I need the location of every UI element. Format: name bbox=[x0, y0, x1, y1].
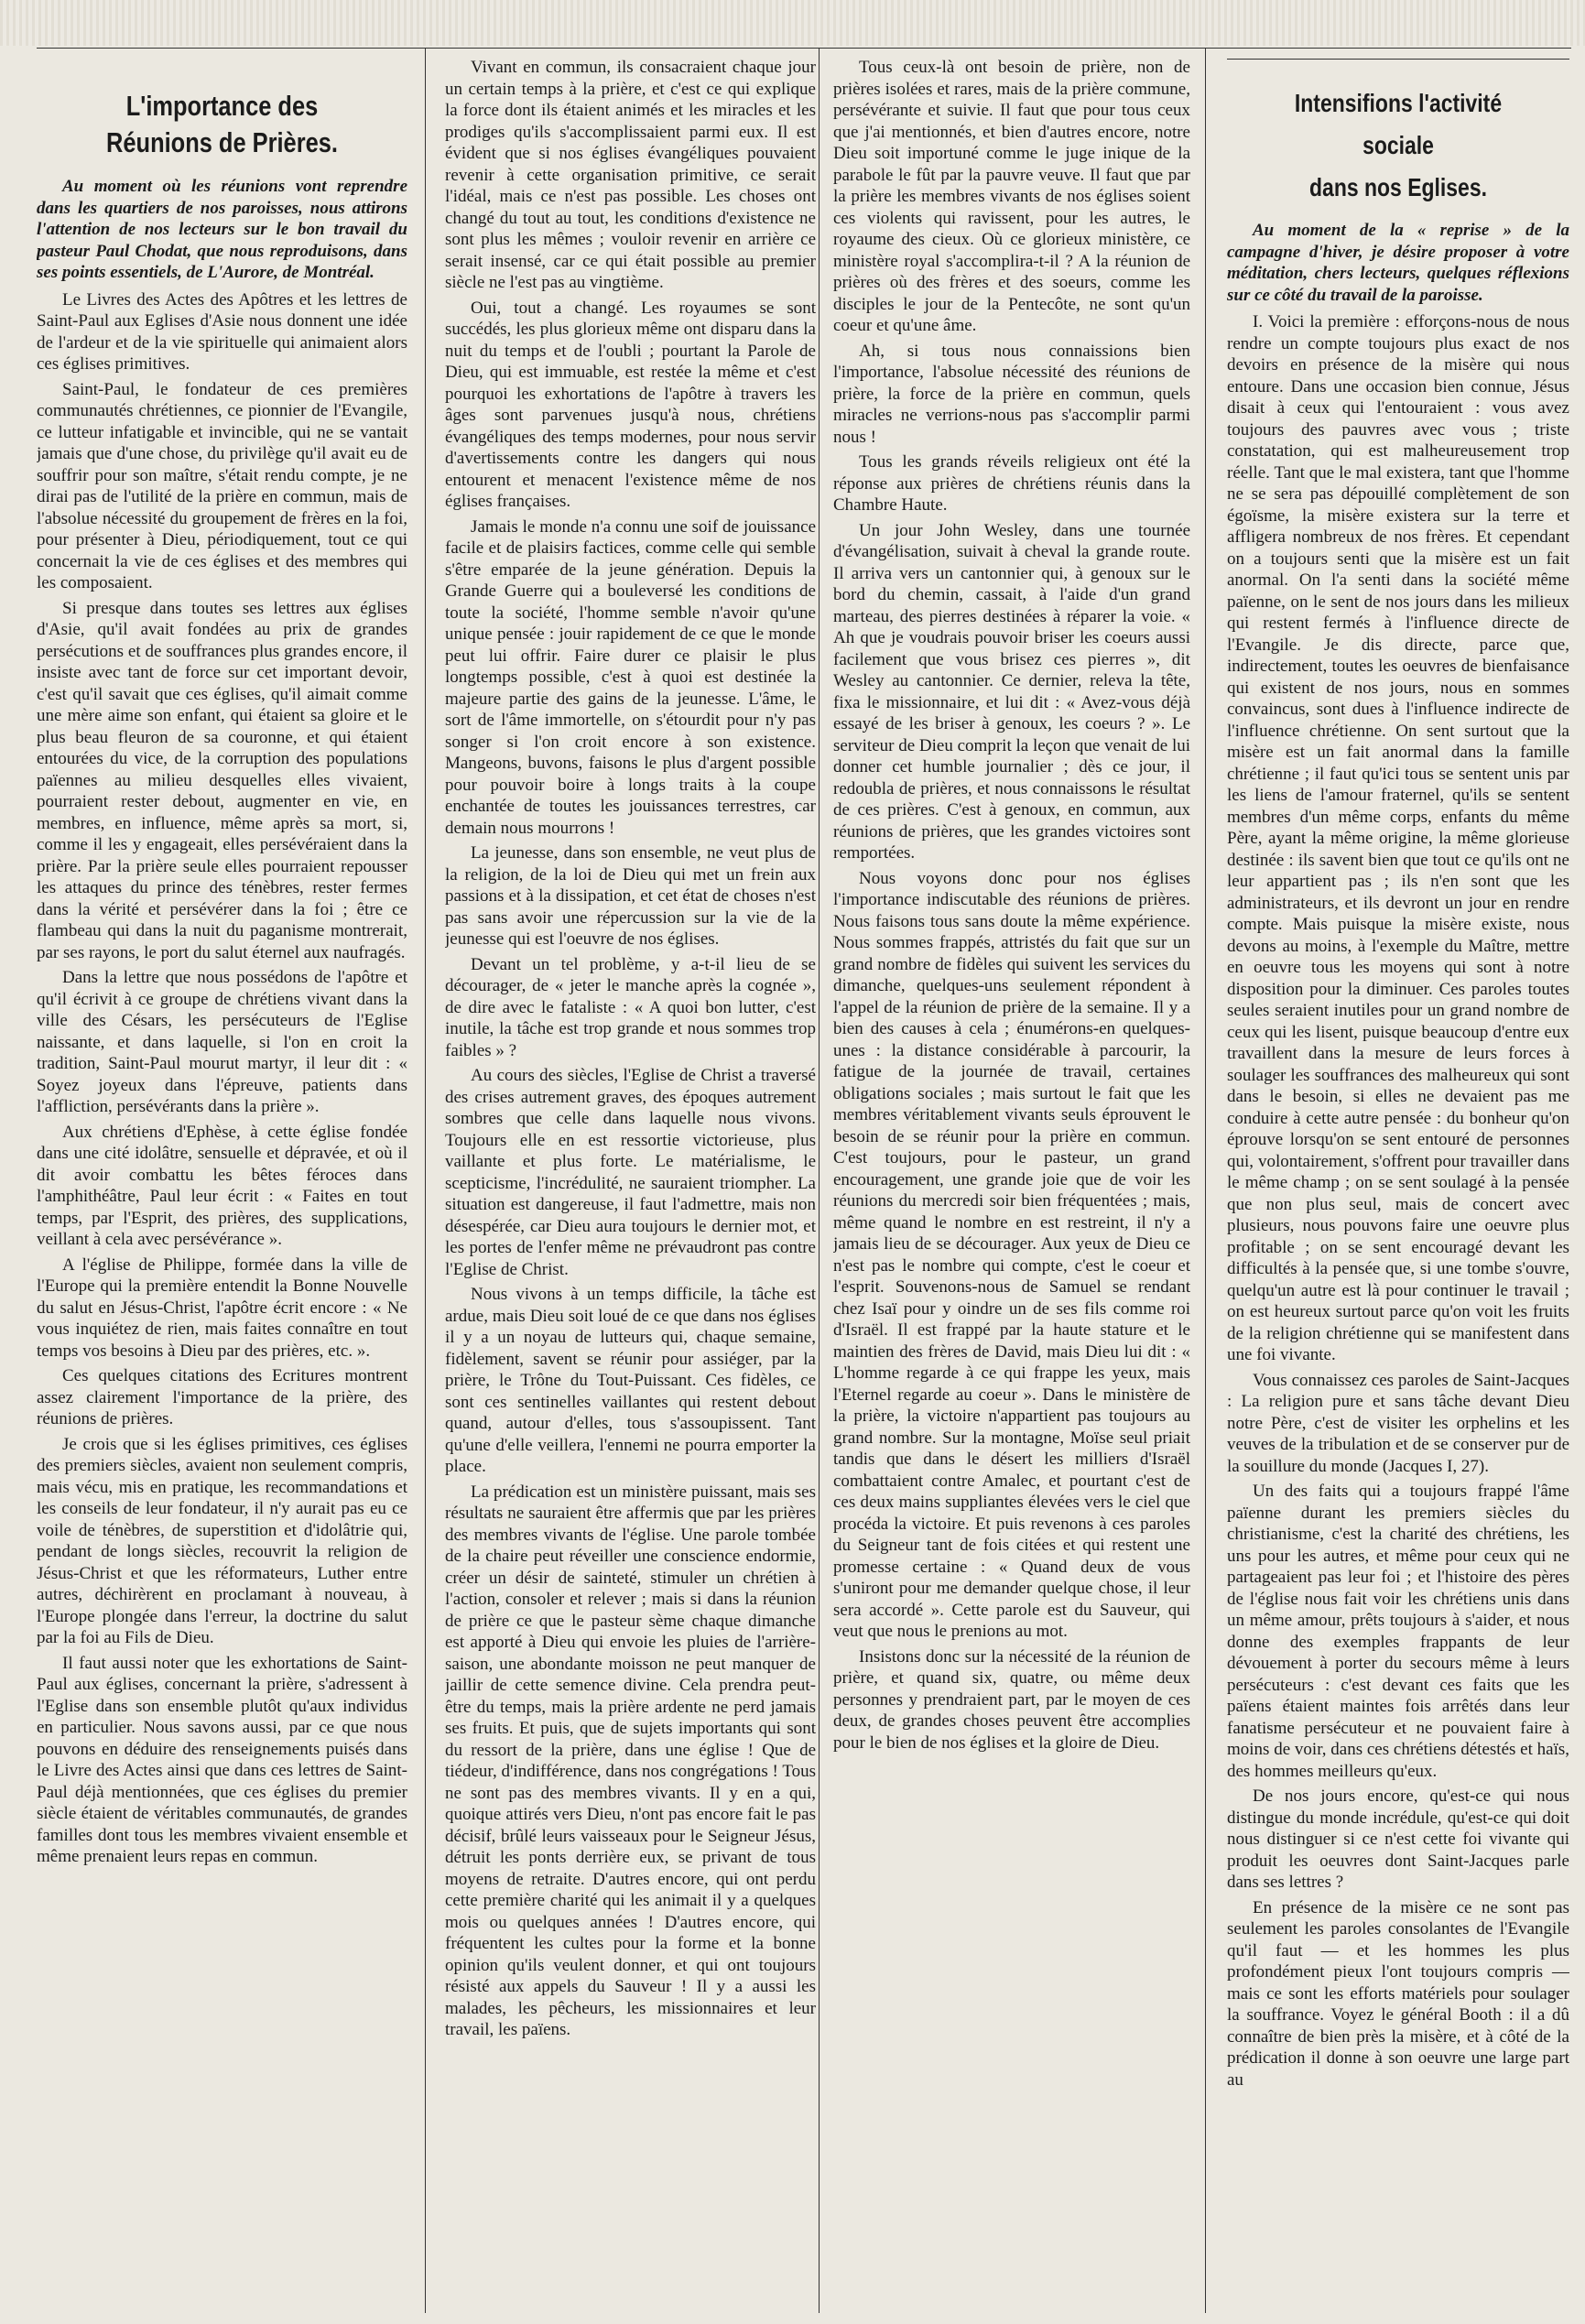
article1-lead: Au moment où les réunions vont reprendre dans les quartiers de nos paroisses, nous attirons l'attention de nos lecteurs sur le bon travail du pasteur Paul Chodat, que nous reproduisons, dans ses points essentiels, de L'Aurore, de Montréal. bbox=[37, 177, 407, 282]
paragraph: De nos jours encore, qu'est-ce qui nous distingue du monde incrédule, qu'est-ce qui doit nous distinguer si ce n'est cette foi vivante qui produit les oeuvres dont Saint-Jacques parle dans ses lettres ? bbox=[1227, 1786, 1569, 1892]
article1-headline: L'importance des Réunions de Prières. bbox=[106, 90, 338, 158]
page-top-margin bbox=[0, 0, 1585, 46]
paragraph: Il faut aussi noter que les exhortations de Saint-Paul aux églises, concernant la prière, s'adressent à l'Eglise dans son ensemble plutôt qu'aux individus en particulier. Nous savons aussi, par ce que nous pouvons en déduire des renseignements puisés dans le Livre des Actes ainsi que dans ces lettres de Saint-Paul déjà mentionnées, que ces églises du premier siècle étaient de véritables communautés, de grandes familles dont tous les membres vivaient ensemble et même prenaient leurs repas en commun. bbox=[37, 1653, 407, 1866]
paragraph: En présence de la misère ce ne sont pas seulement les paroles consolantes de l'Evangile qu'il faut — et les hommes les plus profondément pieux l'ont toujours compris — mais ce sont les efforts matériels pour soulager la souffrance. Voyez le général Booth : il a dû connaître de bien près la misère, et à côté de la prédication il donne à son oeuvre une large part au bbox=[1227, 1897, 1569, 2090]
paragraph: Au cours des siècles, l'Eglise de Christ a traversé des crises autrement graves, des époques autrement sombres que celle dans laquelle nous vivons. Toujours elle en est ressortie victorieuse, plus vaillante et plus forte. Le matérialisme, le scepticisme, l'incrédulité, ne sauraient triompher. La situation est dangereuse, il faut l'admettre, mais non désespérée, car Dieu aura toujours le dernier mot, et les portes de l'enfer même ne prévaudront pas contre l'Eglise de Christ. bbox=[445, 1066, 816, 1279]
paragraph: Aux chrétiens d'Ephèse, à cette église fondée dans une cité idolâtre, sensuelle et dépravée, et où il dit avoir combattu les bêtes féroces dans l'amphithéâtre, Paul leur écrit : « Faites en tout temps, par l'Esprit, des prières, des supplications, veillant à cela avec persévérance ». bbox=[37, 1122, 407, 1249]
paragraph: Saint-Paul, le fondateur de ces premières communautés chrétiennes, ce pionnier de l'Evangile, ce lutteur infatigable et invincible, qui ne se vantait jamais que d'une chose, du privilège qu'il avait eu de souffrir pour son maître, s'était rendu compte, je ne dirai pas de l'utilité de la prière en commun, mais de l'absolue nécessité du groupement de frères en la foi, pour présenter à Dieu, périodiquement, tout ce qui concernait la vie de ces églises et des membres qui les composaient. bbox=[37, 379, 407, 592]
paragraph: Si presque dans toutes ses lettres aux églises d'Asie, qu'il avait fondées au prix de grandes persécutions et de souffrances plus grandes encore, il insiste avec tant de force sur cet important devoir, c'est qu'il savait que ces églises, qu'il aimait comme une mère aime son enfant, qui étaient sa gloire et le plus beau fleuron de sa couronne, et qui étaient entourées du vice, de la corruption des populations païennes au milieu desquelles elles vivaient, pourraient rester debout, augmenter en vie, en membres, en influence, même après sa mort, si, comme il les y engageait, elles persévéraient dans la prière. Par la prière seule elles pourraient repousser les attaques du prince des ténèbres, rester fermes dans la vérité et persévérer dans la foi ; être ce flambeau qui dans la nuit du paganisme montrerait, par ses rayons, le port du salut éternel aux naufragés. bbox=[37, 598, 407, 962]
paragraph: Nous voyons donc pour nos églises l'importance indiscutable des réunions de prières. Nous faisons tous sans doute la même expérience. Nous sommes frappés, attristés du fait que sur un grand nombre de fidèles qui suivent les services du dimanche, quelques-uns seulement répondent à l'appel de la réunion de prière de la semaine. Il y a bien des causes à cela ; énumérons-en quelques-unes : la distance considérable à parcourir, la fatigue de la journée de travail, certaines obligations sociales ; mais surtout le fait que les membres véritablement vivants seuls éprouvent le besoin de se réunir pour la prière en commun. C'est toujours, pour le pasteur, un grand encouragement, une grande joie que de voir les réunions du mercredi soir bien fréquentées ; mais, même quand le nombre en est restreint, il n'y a jamais lieu de se décourager. Aux yeux de Dieu ce n'est pas le nombre qui compte, c'est le coeur et l'esprit. Souvenons-nous de Samuel se rendant chez Isaï pour y oindre un de ses fils comme roi d'Israël. Il est frappé par la haute stature et le maintien des frères de David, mais Dieu lui dit : « L'homme regarde à ce qui frappe les yeux, mais l'Eternel regarde au coeur ». Dans le ministère de la prière, la victoire n'appartient pas toujours au grand nombre. Sur la montagne, Moïse seul priait tandis que dans le désert les milliers d'Israël combattaient contre Amalec, et pourtant c'est de ces deux mains suppliantes élevées vers le ciel que procéda la victoire. Et puis revenons à ces paroles du Seigneur tant de fois citées et qui restent une promesse certaine : « Quand deux de vous s'uniront pour me demander quelque chose, il leur sera accordé ». Cette parole est du Sauveur, qui veut que nous le prenions au mot. bbox=[833, 868, 1190, 1641]
top-rule bbox=[37, 48, 1571, 49]
column-2 bbox=[445, 57, 816, 2311]
paragraph: Tous les grands réveils religieux ont été la réponse aux prières de chrétiens réunis dans la Chambre Haute. bbox=[833, 452, 1190, 515]
column-rule bbox=[425, 48, 426, 2313]
paragraph: Oui, tout a changé. Les royaumes se sont succédés, les plus glorieux même ont disparu dans la nuit du temps et de l'oubli ; pourtant la Parole de Dieu, qui est immuable, est restée la même et c'est pourquoi les exhortations de l'apôtre à travers les âges sont parvenues jusqu'à nous, chrétiens évangéliques des temps modernes, pour nous servir d'avertissements contre les dangers qui nous entourent et menacent l'existence même de nos églises françaises. bbox=[445, 298, 816, 511]
article2-headline-line-1: Intensifions l'activité sociale bbox=[1294, 89, 1503, 159]
paragraph: I. Voici la première : efforçons-nous de nous rendre un compte toujours plus exact de nos devoirs en présence de la misère qui nous entoure. Dans une occasion bien connue, Jésus disait à ceux qui l'entouraient : vous avez toujours des pauvres avec vous ; triste constatation, qui est malheureusement trop réelle. Tant que le mal existera, tant que l'homme ne se sera pas dépouillé complètement de son égoïsme, la misère existera sur la terre et affligera nombreux de nos frères. Et cependant on a toujours senti que la misère est un fait anormal. On l'a senti dans la société même païenne, on le sent de nos jours dans les milieux qui restent fermés à l'influence directe de l'Evangile. Je dis directe, parce que, indirectement, toutes les oeuvres de bienfaisance qui existent de nos jours, nous en sommes convaincus, sont dues à l'influence indirecte de l'influence chrétienne. On sent surtout que la misère est un fait anormal dans la famille chrétienne ; il faut qu'ici tous se sentent unis par les liens de l'amour fraternel, qu'ils se sentent membres d'un même corps, enfants du même Père, ayant la même origine, la même glorieuse destinée : ils savent bien que tout ce qu'ils ont ne leur appartient pas ; ils n'en sont que les administrateurs, et ils devront un jour en rendre compte. Mais puisque la misère existe, nous devons au moins, à l'exemple du Maître, mettre en oeuvre tous les moyens qui sont à notre disposition pour la diminuer. Ces paroles toutes seules seraient inutiles pour un grand nombre de ceux qui les lisent, puisque beaucoup d'entre eux travaillent dans la mesure de leurs forces à soulager les souffrances des malheureux qui sont dans le besoin, si elles ne devaient pas me conduire à cette autre pensée : du bonheur qu'on éprouve lorsqu'on se sent entouré de personnes qui, volontairement, s'offrent pour travailler dans le même champ ; on se sent soulagé à la pensée que non plus seul, mais de concert avec plusieurs, nous pouvons faire une oeuvre plus profitable ; on se sent encouragé devant les difficultés à la pensée que, si une tombe s'ouvre, quelqu'un autre est là pour continuer le travail ; on est heureux surtout parce qu'on voit les fruits de la religion chrétienne qui se manifestent dans une foi vivante. bbox=[1227, 312, 1569, 1364]
paragraph: Le Livres des Actes des Apôtres et les lettres de Saint-Paul aux Eglises d'Asie nous donnent une idée de l'ardeur et de la vie spirituelle qui animaient alors ces églises primitives. bbox=[37, 289, 407, 374]
paragraph: La jeunesse, dans son ensemble, ne veut plus de la religion, de la loi de Dieu qui met un frein aux passions et à la dissipation, et cet état de choses n'est pas sans avoir une répercussion sur la vie de la jeunesse qui est l'oeuvre de nos églises. bbox=[445, 843, 816, 949]
column-rule bbox=[819, 48, 820, 2313]
column-4 bbox=[1227, 57, 1569, 2311]
column-rule bbox=[1205, 48, 1206, 2313]
article2-headline bbox=[1258, 82, 1539, 209]
paragraph: Dans la lettre que nous possédons de l'apôtre et qu'il écrivit à ce groupe de chrétiens vivant dans la ville des Césars, les persécuteurs de l'Eglise naissante, et dans laquelle, si l'on en croit la tradition, Saint-Paul mourut martyr, il leur dit : « Soyez joyeux dans l'épreuve, patients dans l'affliction, persévérants dans la prière ». bbox=[37, 968, 407, 1116]
paragraph: Nous vivons à un temps difficile, la tâche est ardue, mais Dieu soit loué de ce que dans nos églises il y a un noyau de lutteurs qui, chaque semaine, fidèlement, savent se réunir pour assiéger, par la prière, le Trône du Tout-Puissant. Ces fidèles, ce sont ces sentinelles vaillantes qui restent debout quand, autour d'elles, tous s'assoupissent. Tant qu'une d'elle veillera, l'ennemi ne pourra emporter la place. bbox=[445, 1285, 816, 1476]
column-1 bbox=[37, 57, 407, 2311]
paragraph: Vivant en commun, ils consacraient chaque jour un certain temps à la prière, et c'est ce qui explique la force dont ils étaient animés et les miracles et les prodiges qu'ils s'accomplissaient parmi eux. Il est évident que si nos églises évangéliques pouvaient revenir à cette organisation primitive, ce serait l'idéal, mais ce n'est pas possible. Les choses ont changé du tout au tout, les conditions d'existence ne sont plus les mêmes ; vouloir revenir en arrière ce serait insensé, car ce qui était possible au premier siècle ne l'est pas au vingtième. bbox=[445, 58, 816, 292]
paragraph: Insistons donc sur la nécessité de la réunion de prière, et quand six, quatre, ou même deux personnes y prendraient part, par le moyen de ces deux, de grandes choses peuvent être accomplies pour le bien de nos églises et la gloire de Dieu. bbox=[833, 1646, 1190, 1753]
article2-lead: Au moment de la « reprise » de la campagne d'hiver, je désire proposer à votre méditation, chers lecteurs, quelques réflexions sur ce côté du travail de la paroisse. bbox=[1227, 221, 1569, 305]
paragraph: Tous ceux-là ont besoin de prière, non de prières isolées et rares, mais de la prière commune, persévérante et suivie. Il faut que pour tous ceux que j'ai mentionnés, et bien d'autres encore, notre Dieu soit importuné comme le juge inique de la parabole le fût par la pauvre veuve. Il faut que par la prière les membres vivants de nos églises soient ces violents qui ravissent, pour les autres, le royaume des cieux. Où ce glorieux ministère, ce ministère royal s'accomplira-t-il ? A la réunion de prières où des frères et des soeurs, comme les disciples le jour de la Pentecôte, ne sont qu'un coeur et qu'une âme. bbox=[833, 58, 1190, 335]
paragraph: Jamais le monde n'a connu une soif de jouissance facile et de plaisirs factices, comme celle qui semble s'être emparée de la jeune génération. Depuis la Grande Guerre qui a bouleversé les conditions de toute la société, l'homme semble n'avoir qu'une unique pensée : jouir rapidement de ce que le monde peut lui offrir. Faire durer ce plaisir le plus longtemps possible, c'est à quoi est destinée la majeure partie des gains de la jeunesse. L'âme, le sort de l'âme immortelle, on s'étourdit pour n'y pas songer si l'on croit encore à son existence. Mangeons, buvons, faisons le plus d'argent possible pour pouvoir boire à longs traits à la coupe enchantée de toutes les jouissances terrestres, car demain nous mourrons ! bbox=[445, 516, 816, 838]
paragraph: Devant un tel problème, y a-t-il lieu de se décourager, de « jeter le manche après la cognée », de dire avec le fataliste : « A quoi bon lutter, c'est inutile, la tâche est trop grande et nous sommes trop faibles » ? bbox=[445, 954, 816, 1060]
paragraph: Ah, si tous nous connaissions bien l'importance, l'absolue nécessité des réunions de prière, la force de la prière en commun, quels miracles ne verrions-nous pas s'accomplir parmi nous ! bbox=[833, 341, 1190, 447]
column-3 bbox=[833, 57, 1190, 2311]
paragraph: Je crois que si les églises primitives, ces églises des premiers siècles, avaient non seulement compris, mais vécu, mis en pratique, les recommandations et les conseils de leur fondateur, il n'y aurait pas eu ce voile de ténèbres, de superstition et d'idolâtrie qui, pendant de longs siècles, recouvrit la religion de Jésus-Christ et que les réformateurs, Luther entre autres, déchirèrent en proclamant à nouveau, à l'Europe plongée dans l'erreur, la doctrine du salut par la foi au Fils de Dieu. bbox=[37, 1434, 407, 1647]
paragraph: Un des faits qui a toujours frappé l'âme païenne durant les premiers siècles du christianisme, c'est la charité des chrétiens, les uns pour les autres, et même pour ceux qui ne partageaient pas leur foi ; et l'histoire des pères de l'église nous fait voir les chrétiens unis dans un même amour, prêts toujours à s'aider, et nous donne des exemples frappants de leur dévouement à porter du secours même à leurs persécuteurs : c'est devant ces faits que les païens étaient maintes fois arrêtés dans leur fanatisme persécuteur et ne pouvaient faire à moins de voir, dans ces chrétiens détestés et haïs, des hommes meilleurs qu'eux. bbox=[1227, 1482, 1569, 1781]
article2-headline-line-2: dans nos Eglises. bbox=[1309, 173, 1487, 201]
paragraph: Ces quelques citations des Ecritures montrent assez clairement l'importance de la prière, des réunions de prières. bbox=[37, 1366, 407, 1428]
paragraph: Un jour John Wesley, dans une tournée d'évangélisation, suivait à cheval la grande route. Il arriva vers un cantonnier qui, à genoux sur le bord du chemin, cassait, à l'aide d'un grand marteau, des pierres destinées à réparer la voie. « Ah que je voudrais pouvoir briser les coeurs aussi facilement que vous brisez ces pierres », dit Wesley au cantonnier. Ce dernier, releva la tête, fixa le missionnaire, et lui dit : « Avez-vous déjà essayé de les briser à genoux, les coeurs ? ». Le serviteur de Dieu comprit la leçon que venait de lui donner cet humble journalier ; dès ce jour, il redoubla de prières, et nous connaissons le résultat de ces prières. C'est à genoux, en commun, aux réunions de prières, que les grandes victoires sont remportées. bbox=[833, 520, 1190, 863]
paragraph: A l'église de Philippe, formée dans la ville de l'Europe qui la première entendit la Bonne Nouvelle du salut en Jésus-Christ, l'apôtre écrit encore : « Ne vous inquiétez de rien, mais faites connaître en tout temps vos besoins à Dieu par des prières, etc. ». bbox=[37, 1254, 407, 1361]
paragraph: La prédication est un ministère puissant, mais ses résultats ne sauraient être affermis que par les prières des membres vivants de l'église. Une parole tombée de la chaire peut réveiller une conscience endormie, créer un désir de sainteté, stimuler un chrétien à l'action, consoler et relever ; mais si dans la réunion de prière ce que le pasteur sème chaque dimanche est apporté à Dieu qui envoie les pluies de l'arrière-saison, une abondante moisson ne peut manquer de jaillir de cette semence divine. Cela prendra peut-être du temps, mais la prière ardente ne perd jamais ses fruits. Et puis, que de sujets importants qui sont du ressort de la prière, dans une église ! Que de tiédeur, d'indifférence, dans nos congrégations ! Tous ne sont pas des membres vivants. Il y en a qui, quoique attirés vers Dieu, n'ont pas encore fait le pas décisif, brûlé leurs vaisseaux pour le Seigneur Jésus, détruit les ponts derrière eux, se privant de tous moyens de retraite. D'autres encore, qui ont perdu cette première charité qui les animait il y a quelques mois ou quelques années ! D'autres encore, qui fréquentent les cultes pour la forme et la bonne opinion qu'ils veulent donner, et qui ont toujours résisté aux appels du Sauveur ! Il y a aussi les malades, les pêcheurs, les missionnaires et leur travail, les païens. bbox=[445, 1482, 816, 2039]
paragraph: Vous connaissez ces paroles de Saint-Jacques : La religion pure et sans tâche devant Dieu notre Père, c'est de visiter les orphelins et les veuves de la tribulation et de se conserver pur de la souillure du monde (Jacques I, 27). bbox=[1227, 1370, 1569, 1476]
